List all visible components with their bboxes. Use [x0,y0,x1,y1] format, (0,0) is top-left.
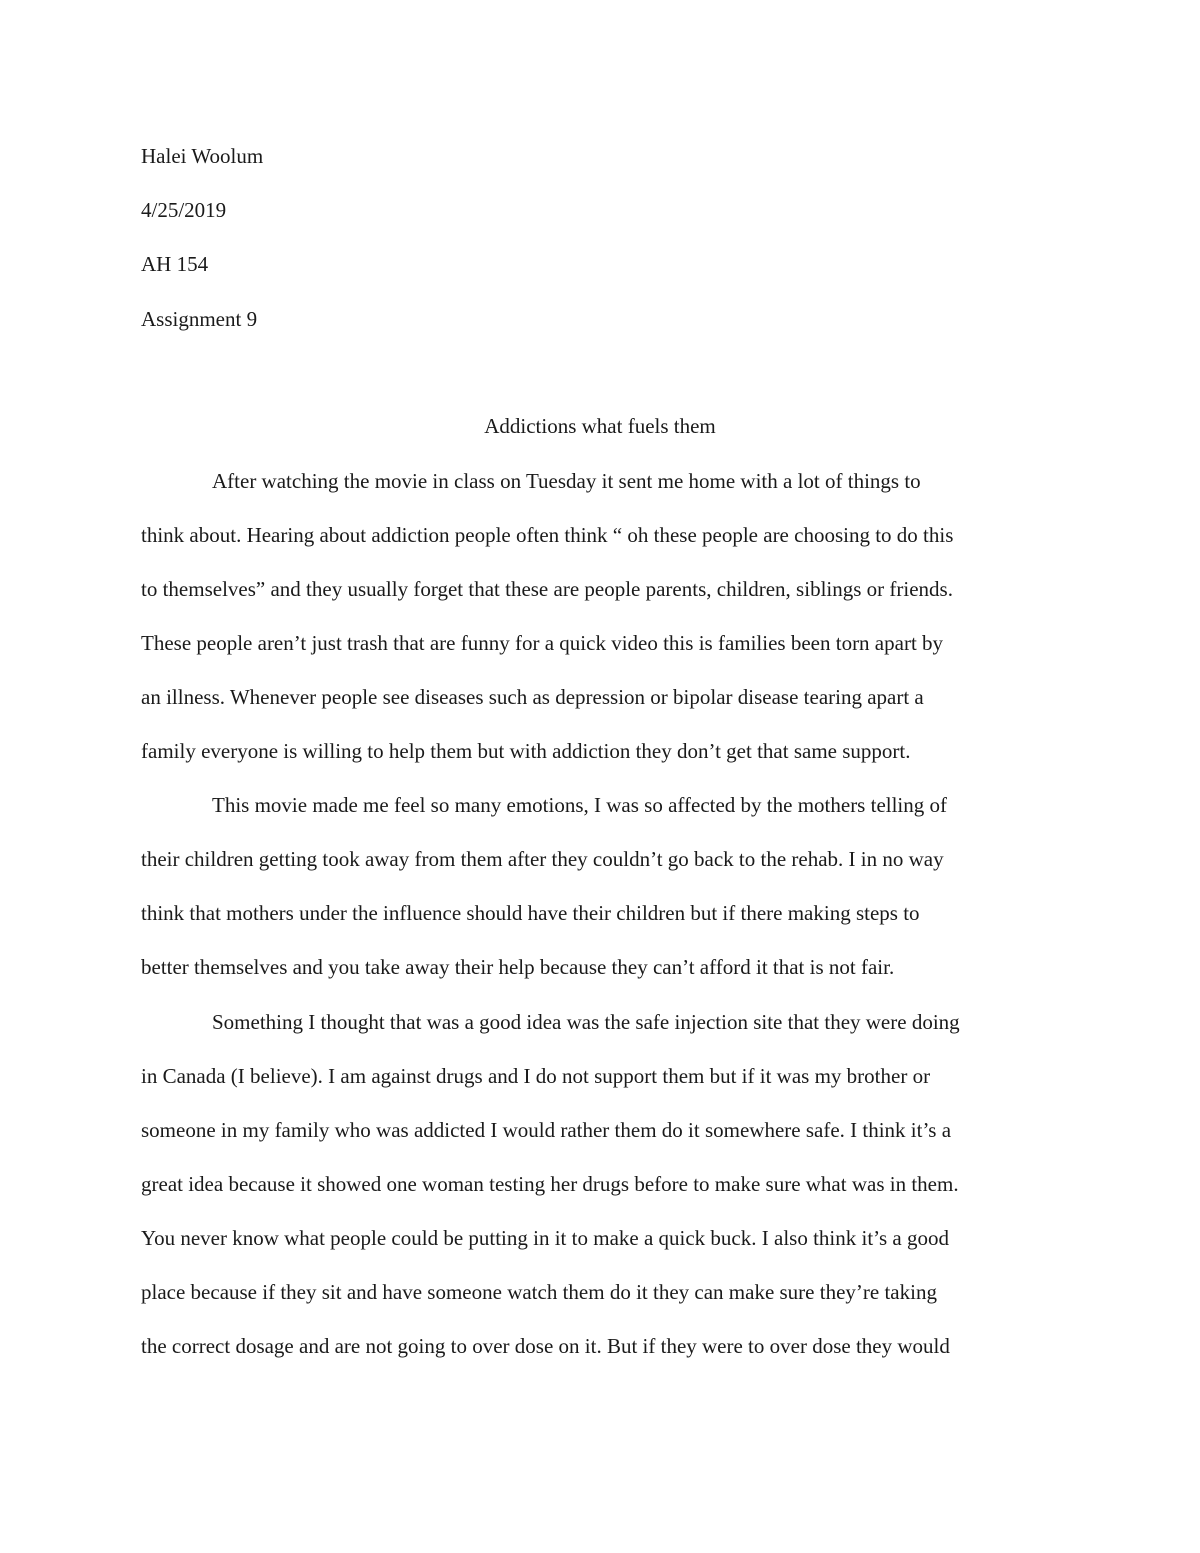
paragraph-1-line-4: These people aren’t just trash that are funny for a quick video this is families been torn apart by [141,631,944,655]
paragraph-1-line-2: think about. Hearing about addiction people often think “ oh these people are choosing to do this [141,523,954,547]
paragraph-3-line-3: someone in my family who was addicted I would rather them do it somewhere safe. I think it’s a [141,1118,952,1142]
paragraph-3-line-4: great idea because it showed one woman testing her drugs before to make sure what was in them. [141,1172,959,1196]
document-date: 4/25/2019 [141,198,227,222]
paragraph-3-line-7: the correct dosage and are not going to over dose on it. But if they were to over dose they would [141,1334,950,1358]
paragraph-3-line-2: in Canada (I believe). I am against drugs and I do not support them but if it was my brother or [141,1064,931,1088]
author-name: Halei Woolum [141,144,264,168]
course-code: AH 154 [141,252,209,276]
paragraph-3-line-1: Something I thought that was a good idea was the safe injection site that they were doing [212,1010,960,1034]
paragraph-1-line-3: to themselves” and they usually forget that these are people parents, children, siblings or friends. [141,577,953,601]
paragraph-3-line-6: place because if they sit and have someone watch them do it they can make sure they’re taking [141,1280,937,1304]
assignment-label: Assignment 9 [141,307,258,331]
paragraph-3-line-5: You never know what people could be putting in it to make a quick buck. I also think it’s a good [141,1226,949,1250]
paragraph-2-line-2: their children getting took away from them after they couldn’t go back to the rehab. I in no way [141,847,944,871]
paragraph-2-line-4: better themselves and you take away their help because they can’t afford it that is not fair. [141,955,895,979]
essay-title: Addictions what fuels them [484,414,716,438]
paragraph-1-line-5: an illness. Whenever people see diseases such as depression or bipolar disease tearing apart a [141,685,924,709]
paragraph-2-line-1: This movie made me feel so many emotions, I was so affected by the mothers telling of [212,793,948,817]
paragraph-2-line-3: think that mothers under the influence should have their children but if there making steps to [141,901,920,925]
paragraph-1-line-6: family everyone is willing to help them but with addiction they don’t get that same support. [141,739,911,763]
paragraph-1-line-1: After watching the movie in class on Tuesday it sent me home with a lot of things to [212,469,921,493]
